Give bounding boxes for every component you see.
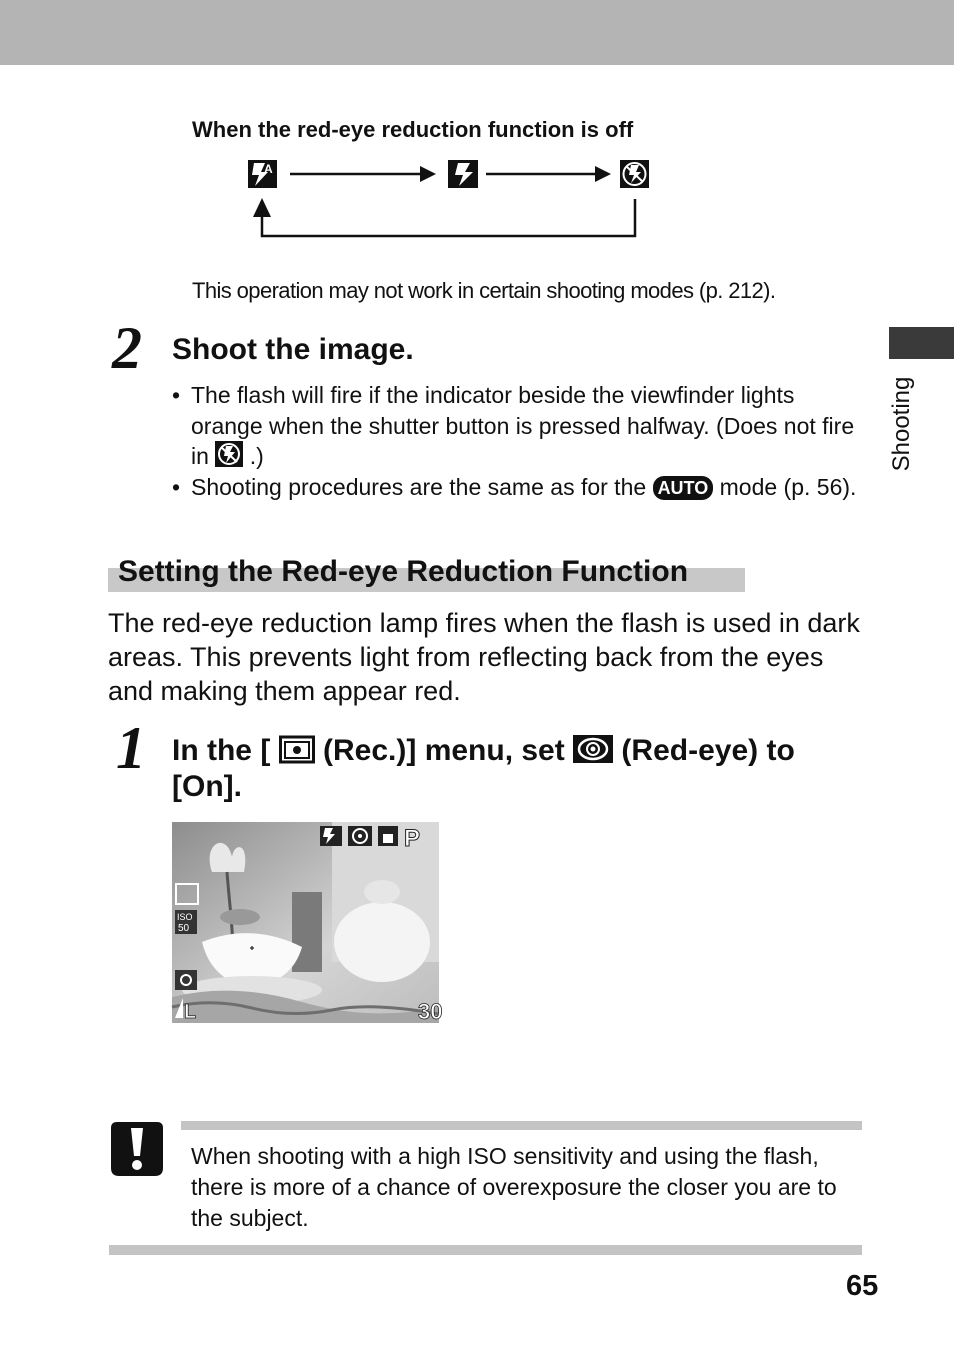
lcd-shots-remaining: 30 <box>418 999 443 1024</box>
chapter-tab <box>889 327 954 359</box>
auto-mode-icon: AUTO <box>653 476 714 500</box>
caution-icon <box>109 1120 165 1178</box>
flash-cycle-caption: When the red-eye reduction function is off <box>192 117 634 142</box>
header-bar <box>0 0 954 65</box>
arrow-head-1 <box>420 166 436 182</box>
flash-off-icon <box>620 160 649 188</box>
lcd-iso-value: 50 <box>178 923 190 934</box>
note-text: This operation may not work in certain shooting modes (p. 212). <box>192 278 776 303</box>
caution-bottom-rule <box>109 1245 862 1255</box>
flash-auto-icon <box>248 160 277 188</box>
step-1-number: 1 <box>116 715 146 781</box>
lcd-mode: P <box>404 825 421 852</box>
chapter-label: Shooting <box>888 376 915 472</box>
section-paragraph: The red-eye reduction lamp fires when the flash is used in dark areas. This prevents light from reflecting back from the eyes and making them appear red. <box>108 608 860 706</box>
red-eye-icon <box>573 734 613 764</box>
section-heading <box>108 555 745 592</box>
lcd-size: L <box>184 1001 197 1023</box>
teapot <box>334 902 430 982</box>
lcd-preview-image <box>172 822 443 1024</box>
step-2-title: Shoot the image. <box>172 333 414 366</box>
return-arrow-line <box>262 199 635 236</box>
caution-top-rule <box>181 1121 862 1130</box>
step-2-bullets <box>172 380 862 502</box>
bullet-item: • The flash will fire if the indicator beside the viewfinder lights orange when the shutter button is pressed halfway. (Does not fire in .) <box>172 382 855 469</box>
page-number: 65 <box>846 1270 879 1302</box>
section-title: Setting the Red-eye Reduction Function <box>118 555 689 588</box>
step-2-number: 2 <box>112 315 142 381</box>
caution-text: When shooting with a high ISO sensitivity and using the flash, there is more of a chance of overexposure the closer you are to the subject. <box>191 1143 837 1231</box>
arrow-head-2 <box>595 166 611 182</box>
flash-off-icon <box>215 441 243 467</box>
bullet-item: • Shooting procedures are the same as for the AUTO mode (p. 56). <box>172 473 857 500</box>
svg-text:A: A <box>264 162 273 176</box>
return-arrow-head <box>253 198 271 217</box>
step-1-title: In the [ (Rec.)] menu, set (Red-eye) to [On]. <box>172 734 795 803</box>
flash-on-icon <box>448 160 478 188</box>
lcd-metering-icon <box>175 970 197 990</box>
rec-menu-icon <box>279 734 315 764</box>
flash-cycle-diagram <box>240 155 660 245</box>
lcd-iso-label: ISO <box>177 912 193 922</box>
